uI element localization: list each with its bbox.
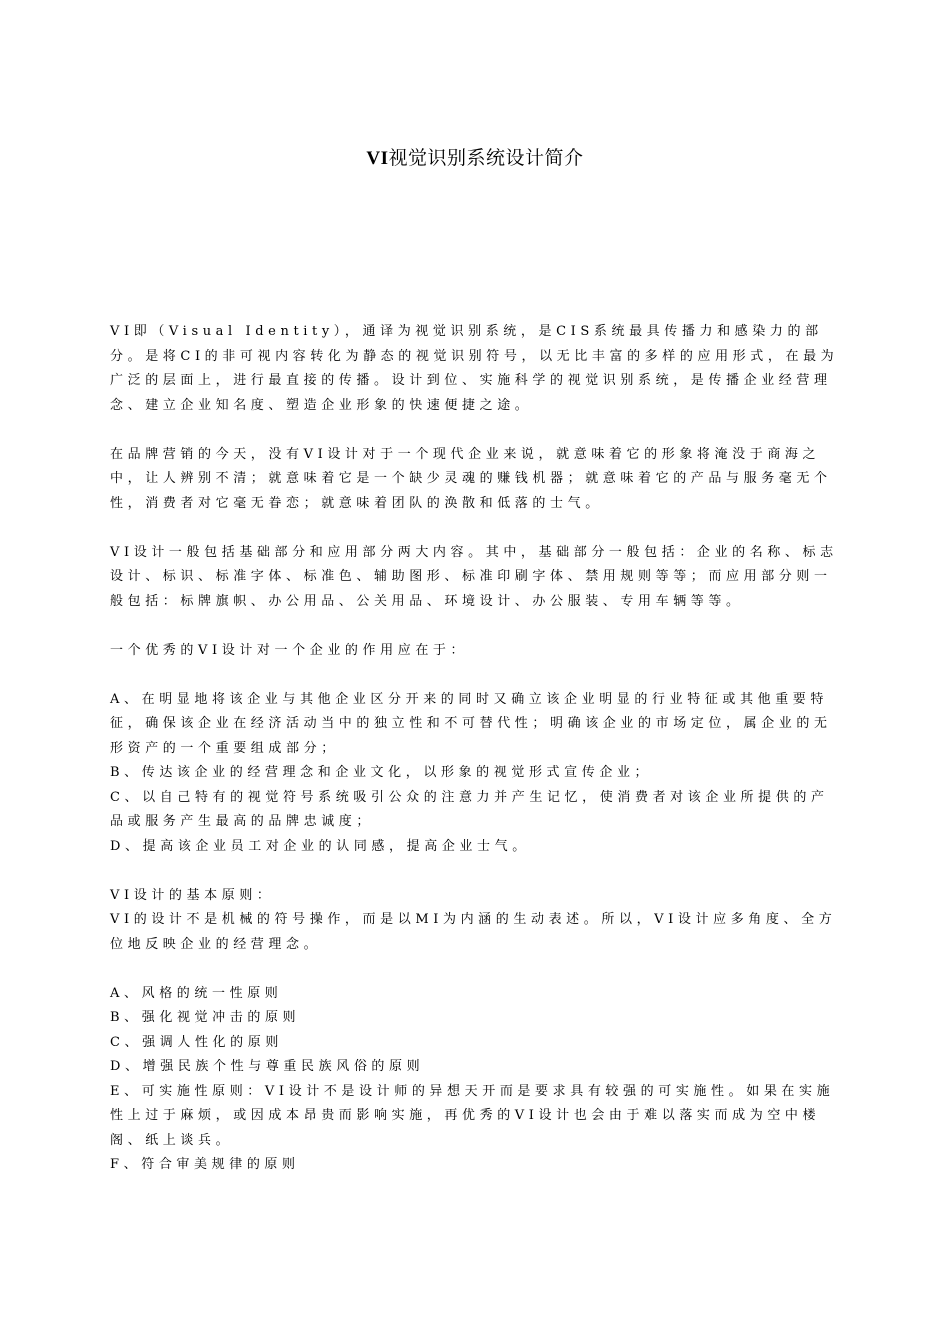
list-item-principle-e: E、可实施性原则：VI设计不是设计师的异想天开而是要求具有较强的可实施性。如果在实施性上过于麻烦，或因成本昂贵而影响实施，再优秀的VI设计也会由于难以落实而成为空中楼阁、纸上谈兵。 — [110, 1083, 835, 1148]
paragraph-gap — [110, 663, 845, 688]
paragraph-gap — [110, 957, 845, 982]
paragraph-vi-contents: VI设计一般包括基础部分和应用部分两大内容。其中，基础部分一般包括：企业的名称、标志设计、标识、标准字体、标准色、辅助图形、标准印刷字体、禁用规则等等；而应用部分则一般包括：标牌旗帜、办公用品、公关用品、环境设计、办公服装、专用车辆等等。 — [110, 544, 838, 609]
list-item-principle-a: A、风格的统一性原则 — [110, 985, 283, 1001]
list-item-role-a: A、在明显地将该企业与其他企业区分开来的同时又确立该企业明显的行业特征或其他重要特征，确保该企业在经济活动当中的独立性和不可替代性；明确该企业的市场定位，属企业的无形资产的一个重要组成部分； — [110, 691, 832, 756]
list-item-role-b: B、传达该企业的经营理念和企业文化，以形象的视觉形式宣传企业； — [110, 765, 653, 780]
paragraph-vi-definition: VI即（Visual Identity），通译为视觉识别系统，是CIS系统最具传播力和感染力的部分。是将CI的非可视内容转化为静态的视觉识别符号，以无比丰富的多样的应用形式，在最为广泛的层面上，进行最直接的传播。设计到位、实施科学的视觉识别系统，是传播企业经营理念、建立企业知名度、塑造企业形象的快速便捷之途。 — [110, 324, 839, 413]
paragraph-brand-marketing: 在品牌营销的今天，没有VI设计对于一个现代企业来说，就意味着它的形象将淹没于商海之中，让人辨别不清；就意味着它是一个缺少灵魂的赚钱机器；就意味着它的产品与服务毫无个性，消费者对它毫无眷恋；就意味着团队的涣散和低落的士气。 — [110, 446, 832, 511]
paragraph-gap — [110, 859, 845, 884]
list-item-principle-b: B、强化视觉冲击的原则 — [110, 1010, 301, 1025]
page-title — [0, 143, 950, 170]
paragraph-gap — [110, 614, 845, 639]
list-item-principle-d: D、增强民族个性与尊重民族风俗的原则 — [110, 1059, 425, 1074]
paragraph-vi-role-intro: 一个优秀的VI设计对一个企业的作用应在于： — [110, 642, 469, 658]
title-prefix: VI — [366, 147, 389, 169]
section-heading-principles: VI设计的基本原则： — [110, 887, 275, 903]
paragraph-principles-intro: VI的设计不是机械的符号操作，而是以MI为内涵的生动表述。所以，VI设计应多角度、全方位地反映企业的经营理念。 — [110, 912, 837, 952]
list-item-principle-f: F、符合审美规律的原则 — [110, 1157, 300, 1172]
paragraph-gap — [110, 418, 845, 443]
title-rest: 视觉识别系统设计简介 — [388, 146, 584, 169]
list-item-role-c: C、以自己特有的视觉符号系统吸引公众的注意力并产生记忆，使消费者对该企业所提供的产品或服务产生最高的品牌忠诚度； — [110, 789, 829, 829]
list-item-role-d: D、提高该企业员工对企业的认同感，提高企业士气。 — [110, 838, 530, 854]
list-item-principle-c: C、强调人性化的原则 — [110, 1034, 283, 1050]
document-body — [110, 320, 845, 1178]
paragraph-gap — [110, 516, 845, 541]
